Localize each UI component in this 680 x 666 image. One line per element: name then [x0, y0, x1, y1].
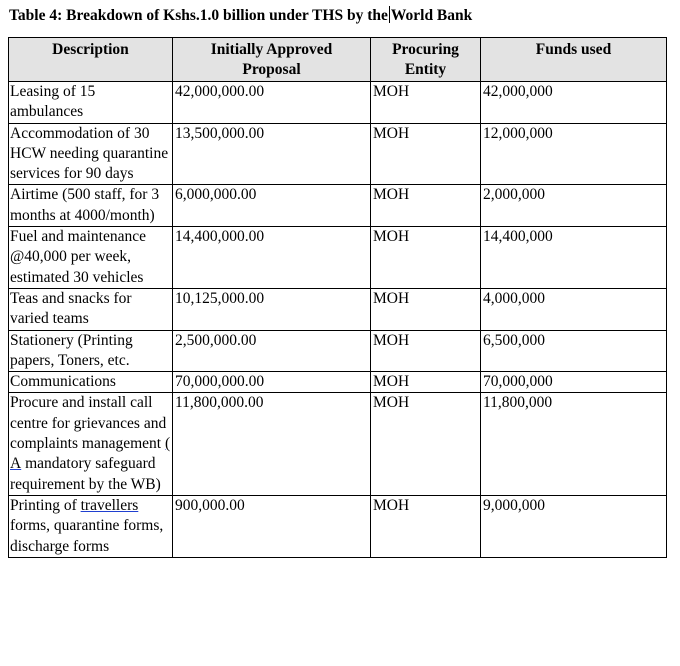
header-proposal: Initially Approved Proposal: [173, 38, 371, 82]
cell-entity: MOH: [371, 372, 481, 393]
cell-entity: MOH: [371, 393, 481, 495]
cell-entity: MOH: [371, 82, 481, 124]
header-procuring-entity: Procuring Entity: [371, 38, 481, 82]
cell-entity: MOH: [371, 123, 481, 185]
cell-proposal: 13,500,000.00: [173, 123, 371, 185]
cell-funds: 42,000,000: [481, 82, 667, 124]
cell-description: Fuel and maintenance @40,000 per week, estimated 30 vehicles: [9, 227, 173, 289]
cell-funds: 2,000,000: [481, 185, 667, 227]
cell-proposal: 10,125,000.00: [173, 288, 371, 330]
cell-description: Communications: [9, 372, 173, 393]
cell-description: Stationery (Printing papers, Toners, etc.: [9, 330, 173, 372]
table-header-row: [9, 38, 667, 82]
cell-description: Printing of travellers forms, quarantine forms, discharge forms: [9, 495, 173, 557]
cell-entity: MOH: [371, 185, 481, 227]
hyperlink-text[interactable]: travellers: [80, 496, 139, 514]
cell-description: Procure and install call centre for grievances and complaints management ( A mandatory safeguard requirement by the WB): [9, 393, 173, 495]
cell-description: Airtime (500 staff, for 3 months at 4000/month): [9, 185, 173, 227]
table-row: [9, 123, 667, 185]
funds-breakdown-table: [8, 37, 667, 558]
cell-proposal: 900,000.00: [173, 495, 371, 557]
table-caption: [9, 6, 472, 26]
cell-funds: 11,800,000: [481, 393, 667, 495]
cell-funds: 9,000,000: [481, 495, 667, 557]
caption-text-end: World Bank: [390, 7, 473, 24]
cell-description: Accommodation of 30 HCW needing quarantine services for 90 days: [9, 123, 173, 185]
hyperlink-text[interactable]: ( A: [10, 435, 171, 473]
cell-proposal: 14,400,000.00: [173, 227, 371, 289]
table-row: [9, 372, 667, 393]
caption-text: Table 4: Breakdown of Kshs.1.0 billion under THS by the: [9, 7, 388, 24]
cell-entity: MOH: [371, 330, 481, 372]
table-row: [9, 185, 667, 227]
cell-description: Leasing of 15 ambulances: [9, 82, 173, 124]
cell-funds: 12,000,000: [481, 123, 667, 185]
text-cursor: [389, 6, 390, 23]
cell-funds: 14,400,000: [481, 227, 667, 289]
cell-proposal: 42,000,000.00: [173, 82, 371, 124]
cell-description: Teas and snacks for varied teams: [9, 288, 173, 330]
cell-funds: 6,500,000: [481, 330, 667, 372]
header-funds-used: Funds used: [481, 38, 667, 82]
cell-entity: MOH: [371, 288, 481, 330]
cell-funds: 4,000,000: [481, 288, 667, 330]
table-row: [9, 288, 667, 330]
table-row: [9, 227, 667, 289]
cell-proposal: 6,000,000.00: [173, 185, 371, 227]
cell-entity: MOH: [371, 495, 481, 557]
table-row: [9, 495, 667, 557]
table-row: [9, 82, 667, 124]
cell-proposal: 70,000,000.00: [173, 372, 371, 393]
cell-funds: 70,000,000: [481, 372, 667, 393]
table-row: [9, 393, 667, 495]
cell-proposal: 11,800,000.00: [173, 393, 371, 495]
table-row: [9, 330, 667, 372]
header-description: Description: [9, 38, 173, 82]
cell-entity: MOH: [371, 227, 481, 289]
cell-proposal: 2,500,000.00: [173, 330, 371, 372]
